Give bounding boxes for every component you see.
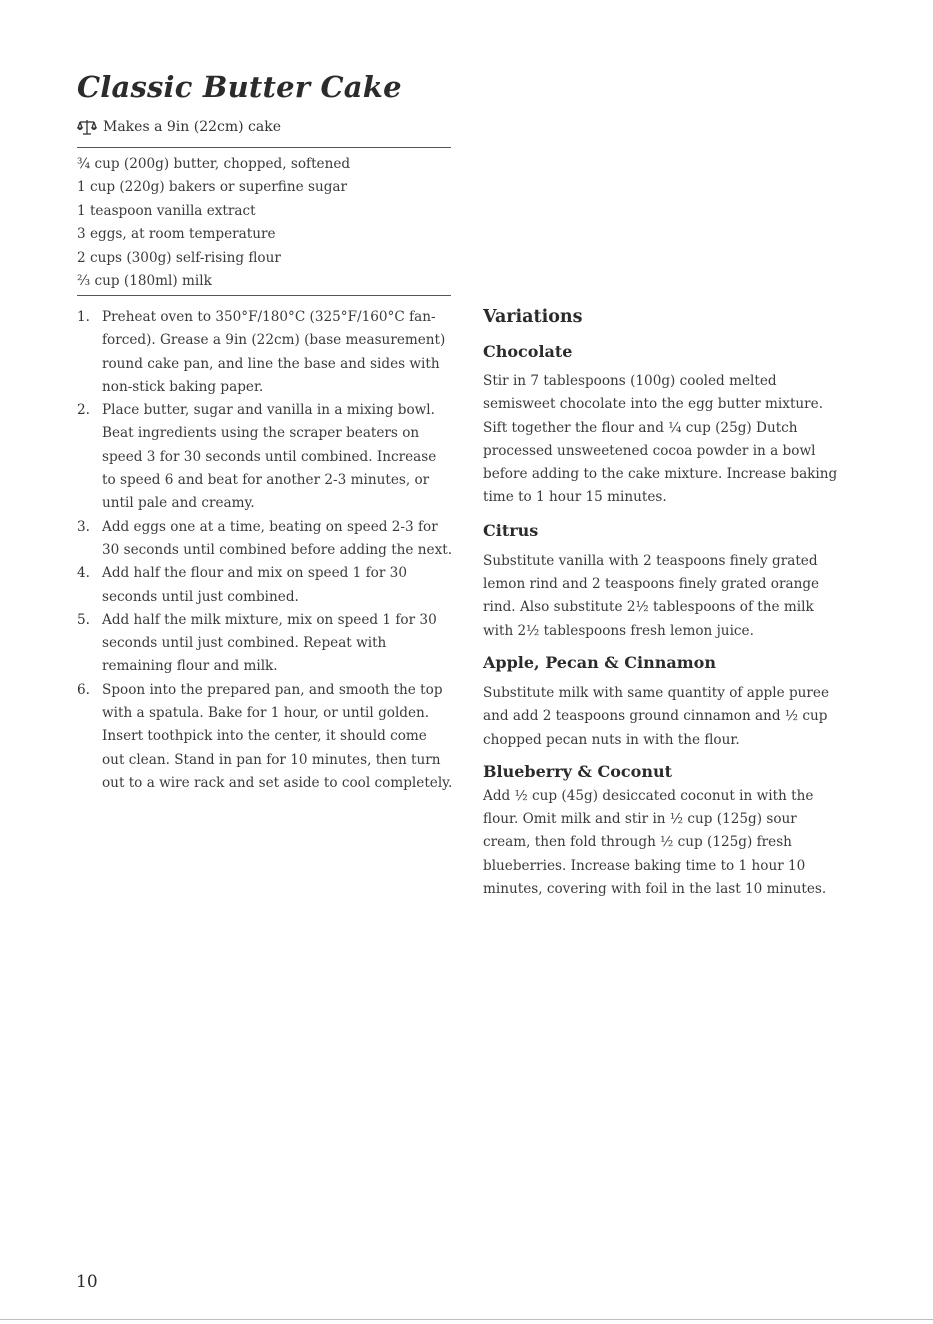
ingredient-item: ⅔ cup (180ml) milk [77, 272, 212, 289]
variations-column [483, 304, 843, 901]
ingredient-item: 3 eggs, at room temperature [77, 226, 276, 243]
variation-title: Citrus [483, 520, 539, 540]
method-step [77, 516, 453, 563]
method-step [77, 679, 453, 795]
yield-text: Makes a 9in (22cm) cake [103, 119, 281, 135]
ingredient-item: 2 cups (300g) self-rising flour [77, 249, 281, 266]
step-text: Add half the flour and mix on speed 1 for 30 seconds until just combined. [102, 565, 407, 605]
scale-icon [77, 119, 97, 135]
ingredient-item: 1 cup (220g) bakers or superfine sugar [77, 179, 348, 196]
step-text: Add half the milk mixture, mix on speed 1 for 30 seconds until just combined. Repeat with remaining flour and milk. [102, 611, 437, 675]
step-text: Spoon into the prepared pan, and smooth the top with a spatula. Bake for 1 hour, or until golden. Insert toothpick into the center, it should come out clean. Stand in pan for 10 minutes, then turn out to a wire rack and set aside to cool completely. [102, 681, 453, 791]
method-step [77, 609, 453, 679]
step-number: 2. [77, 402, 90, 419]
step-number: 6. [77, 681, 90, 698]
variation-citrus [483, 519, 843, 643]
variation-title: Blueberry & Coconut [483, 761, 672, 781]
variation-title: Apple, Pecan & Cinnamon [483, 652, 716, 672]
step-number: 3. [77, 518, 90, 535]
variation-text: Stir in 7 tablespoons (100g) cooled melted semisweet chocolate into the egg butter mixture. Sift together the flour and ¼ cup (25g) Dutch processed unsweetened cocoa powder in a bowl before adding to the cake mixture. Increase baking time to 1 hour 15 minutes. [483, 373, 838, 506]
divider-top [77, 147, 451, 148]
page-bottom-edge [0, 1319, 933, 1320]
variation-text: Add ½ cup (45g) desiccated coconut in with the flour. Omit milk and stir in ½ cup (125g) sour cream, then fold through ½ cup (125g) fresh blueberries. Increase baking time to 1 hour 10 minutes, covering with foil in the last 10 minutes. [483, 787, 827, 898]
method-step [77, 562, 453, 609]
variation-chocolate [483, 340, 843, 510]
ingredient-item: ¾ cup (200g) butter, chopped, softened [77, 156, 351, 172]
ingredients-list [77, 153, 350, 293]
ingredient-item: 1 teaspoon vanilla extract [77, 202, 256, 219]
method-step [77, 306, 453, 399]
step-text: Add eggs one at a time, beating on speed 2-3 for 30 seconds until combined before adding the next. [102, 518, 453, 558]
step-text: Place butter, sugar and vanilla in a mixing bowl. Beat ingredients using the scraper beaters on speed 3 for 30 seconds until combined. Increase to speed 6 and beat for another 2-3 minutes, or until pale and creamy. [102, 402, 437, 512]
variation-apple-pecan-cinnamon [483, 651, 843, 752]
step-number: 5. [77, 611, 90, 628]
recipe-yield [77, 119, 281, 135]
method-step [77, 399, 453, 515]
recipe-title: Classic Butter Cake [77, 70, 402, 104]
variation-title: Chocolate [483, 342, 573, 361]
variation-text: Substitute milk with same quantity of apple puree and add 2 teaspoons ground cinnamon and ½ cup chopped pecan nuts in with the flour. [483, 684, 829, 748]
step-text: Preheat oven to 350°F/180°C (325°F/160°C fan-forced). Grease a 9in (22cm) (base measurement) round cake pan, and line the base and sides with non-stick baking paper. [102, 309, 446, 395]
method-steps [77, 306, 453, 795]
step-number: 4. [77, 565, 90, 582]
variation-blueberry-coconut [483, 760, 843, 901]
page-number: 10 [76, 1272, 98, 1292]
step-number: 1. [77, 309, 90, 325]
variation-text: Substitute vanilla with 2 teaspoons finely grated lemon rind and 2 teaspoons finely grated orange rind. Also substitute 2½ tablespoons of the milk with 2½ tablespoons fresh lemon juice. [483, 552, 820, 639]
variations-heading: Variations [483, 307, 583, 327]
divider-bottom [77, 295, 451, 296]
